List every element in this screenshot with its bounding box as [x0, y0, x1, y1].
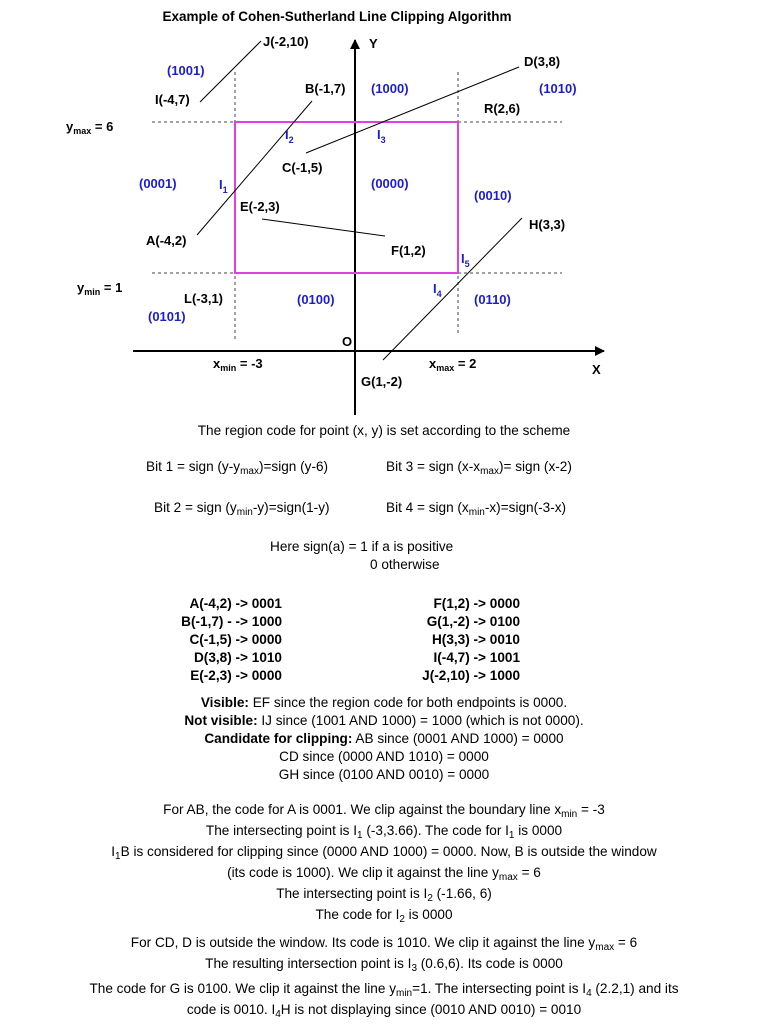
y-axis-label: Y	[369, 36, 378, 51]
code-row: H(3,3) -> 0010	[431, 632, 520, 647]
code-row: J(-2,10) -> 1000	[422, 668, 520, 683]
point-label-a: A(-4,2)	[146, 233, 187, 248]
code-row: I(-4,7) -> 1001	[433, 650, 520, 665]
intersection-label-i3: $I_3$	[377, 127, 386, 145]
point-label-g: G(1,-2)	[361, 374, 403, 389]
region-code-bottom-right: (0110)	[474, 292, 511, 307]
origin-label: O	[342, 334, 353, 349]
xmax-label: $x_{max} = 2$	[429, 356, 477, 373]
point-label-b: B(-1,7)	[305, 81, 346, 96]
gh-candidate-line: GH since (0100 AND 0010) = 0000	[278, 767, 490, 782]
segment-gh	[383, 218, 522, 360]
region-code-center: (0000)	[371, 176, 409, 191]
bit4-formula: Bit 4 = sign $(x_{min}-x)=sign(-3-x)$	[386, 500, 567, 518]
ab-line-5: The intersecting point is $I_2$ (-1.66, 6)	[276, 886, 492, 904]
point-label-d: D(3,8)	[524, 54, 561, 69]
ab-explanation	[0, 799, 768, 925]
cd-line-1: For CD, D is outside the window. Its code is 1010. We clip it against the line $y_{max} = 6$	[130, 935, 638, 953]
region-code-right: (0010)	[474, 188, 512, 203]
bit2-formula: Bit 2 = sign $(y_{min}-y)=sign(1-y)$	[154, 500, 330, 518]
g-line-1: The code for G is 0100. We clip it against the line $y_{min}=1$. The intersecting point is $I_4$ (2.2,1) and its	[89, 981, 679, 999]
intersection-label-i4: $I_4$	[433, 281, 442, 299]
code-row: E(-2,3) -> 0000	[190, 668, 282, 683]
xmin-label: $x_{min} = -3$	[213, 356, 263, 373]
region-codes-left	[181, 595, 282, 685]
code-row: A(-4,2) -> 0001	[189, 596, 282, 611]
region-code-bottom-left: (0101)	[148, 309, 186, 324]
code-row: B(-1,7) - -> 1000	[181, 614, 282, 629]
code-row: G(1,-2) -> 0100	[426, 614, 520, 629]
code-row: D(3,8) -> 1010	[193, 650, 282, 665]
ab-line-6: The code for $I_2$ is 0000	[315, 907, 453, 925]
point-label-l: L(-3,1)	[184, 291, 223, 306]
x-axis-label: X	[592, 362, 601, 377]
region-code-top: (1000)	[371, 81, 409, 96]
sign-definition: Here sign(a) = 1 if a is positive	[270, 539, 454, 554]
point-label-c: C(-1,5)	[282, 160, 323, 175]
point-label-r: R(2,6)	[484, 101, 521, 116]
candidate-line: Candidate for clipping: AB since (0001 AND 1000) = 0000	[204, 731, 564, 746]
g-line-2: code is 0010. $I_4H$ is not displaying since (0010 AND 0010) = 0010	[186, 1002, 582, 1020]
code-row: F(1,2) -> 0000	[433, 596, 520, 611]
point-label-j: J(-2,10)	[263, 34, 309, 49]
intersection-label-i2: $I_2$	[285, 127, 294, 145]
ab-line-3: $I_1B$ is considered for clipping since (0000 AND 1000) = 0000. Now, B is outside the window	[111, 844, 657, 862]
ymax-label: $y_{max} = 6$	[66, 119, 114, 136]
point-label-i: I(-4,7)	[155, 92, 190, 107]
visible-line: Visible: EF since the region code for both endpoints is 0000.	[200, 695, 568, 710]
ab-line-4: (its code is 1000). We clip it against the line $y_{max} = 6$	[227, 865, 541, 883]
cohen-sutherland-diagram	[0, 0, 768, 420]
scheme-line: The region code for point (x, y) is set according to the scheme	[197, 423, 571, 438]
sign-otherwise: 0 otherwise	[370, 557, 440, 572]
diagram-title: Example of Cohen-Sutherland Line Clipping Algorithm	[162, 9, 512, 24]
cd-explanation	[0, 932, 768, 974]
bit1-formula: Bit 1 = sign $(y-y_{max})=sign$ (y-6)	[146, 459, 329, 477]
not-visible-line: Not visible: IJ since (1001 AND 1000) = 1000 (which is not 0000).	[184, 713, 584, 728]
segment-ef	[262, 219, 385, 236]
region-code-bottom: (0100)	[297, 292, 335, 307]
intersection-label-i5: $I_5$	[461, 251, 470, 269]
point-label-f: F(1,2)	[391, 243, 426, 258]
segment-ij	[200, 41, 261, 102]
point-label-h: H(3,3)	[529, 217, 566, 232]
point-label-e: E(-2,3)	[240, 199, 280, 214]
ymin-label: $y_{min} = 1$	[77, 280, 123, 297]
g-explanation	[0, 978, 768, 1020]
visibility-summary	[0, 694, 768, 784]
cd-candidate-line: CD since (0000 AND 1010) = 0000	[279, 749, 489, 764]
code-row: C(-1,5) -> 0000	[189, 632, 282, 647]
intersection-label-i1: $I_1$	[219, 177, 228, 195]
region-codes-right	[422, 595, 520, 685]
bit3-formula: Bit 3 = sign $(x-x_{max})=$ sign (x-2)	[386, 459, 572, 477]
region-code-top-left: (1001)	[167, 63, 205, 78]
region-code-top-right: (1010)	[539, 81, 577, 96]
ab-line-1: For AB, the code for A is 0001. We clip against the boundary line $x_{min} = -3$	[163, 802, 605, 820]
cd-line-2: The resulting intersection point is $I_3$ (0.6,6). Its code is 0000	[205, 956, 563, 974]
ab-line-2: The intersecting point is $I_1$ (-3,3.66). The code for $I_1$ is 0000	[205, 823, 563, 841]
region-code-left: (0001)	[139, 176, 177, 191]
